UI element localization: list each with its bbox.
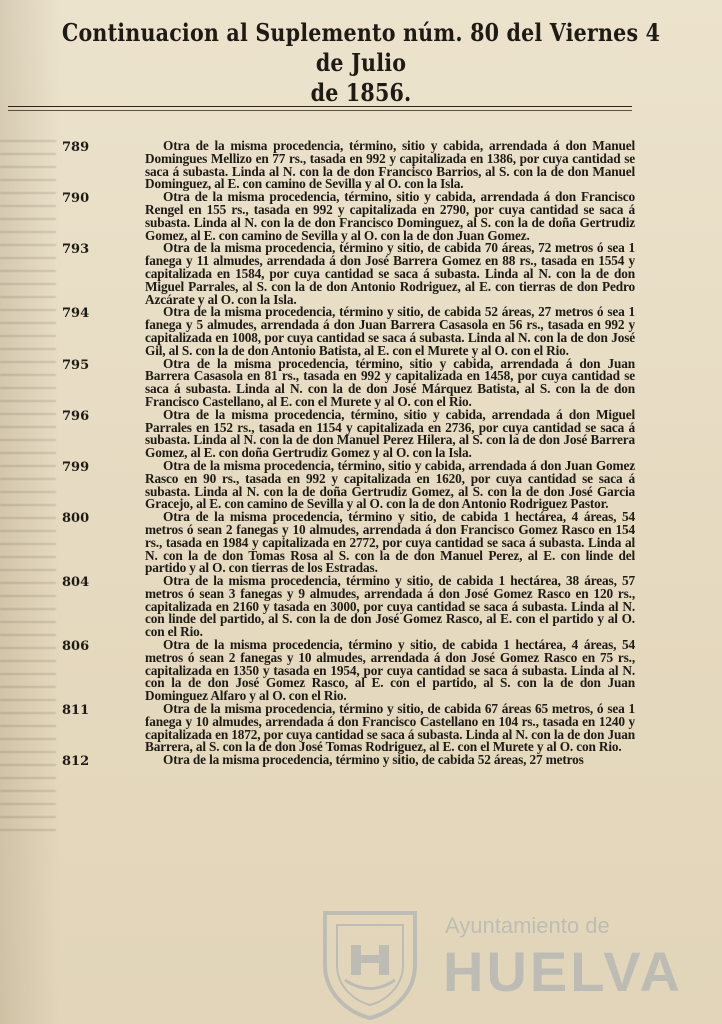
title-line-1: Continuacion al Suplemento núm. 80 del Viernes 4 de Julio	[61, 18, 661, 77]
entry-row	[0, 355, 722, 409]
entry-text: Otra de la misma procedencia, término, sitio y cabida, arrendada á don Juan Barrera Casasola en 81 rs., tasada en 992 y capitalizada en 1458, por cuya cantidad se saca á subasta. Linda al N. con la de don José Márquez Batista, al S. con la de don Francisco Castellano, al E. con el Murete y al O. con el Rio.	[145, 355, 635, 409]
entry-text: Otra de la misma procedencia, término y sitio, de cabida 1 hectárea, 38 áreas, 57 metros ó sean 3 fanegas y 9 almudes, arrendada á don José Gomez Rasco en 120 rs., capitalizada en 2160 y tasada en 3000, por cuya cantidad se saca á subasta. Linda al N. con linde del partido, al S. con la de don José Gomez Rasco, al E. con el partido y al O. con el Rio.	[145, 573, 635, 640]
entry-number: 804	[62, 575, 90, 591]
watermark-line-1: Ayuntamiento de	[445, 913, 610, 938]
city-shield-icon	[315, 905, 425, 1020]
entry-row	[0, 306, 722, 357]
entry-text: Otra de la misma procedencia, término y sitio, de cabida 1 hectárea, 4 áreas, 54 metros ó sean 2 fanegas y 10 almudes, arrendada á don Francisco Gomez Rasco en 154 rs., tasada en 1984 y capitalizada en 2772, por cuya cantidad se saca á subasta. Linda al N. con la de don Tomas Rosa al S. con la de don Manuel Perez, al E. con linde del partido y al O. con tierras de los Estradas.	[145, 509, 635, 576]
entry-number: 806	[62, 639, 90, 655]
entry-number: 811	[62, 703, 90, 719]
header-rule	[8, 106, 632, 107]
entry-row	[0, 242, 722, 306]
header-rule-thin	[8, 110, 632, 111]
entry-text: Otra de la misma procedencia, término, sitio y cabida, arrendada á don Francisco Rengel en 155 rs., tasada en 992 y capitalizada en 2790, por cuya cantidad se saca á subasta. Linda al N. con la de don Francisco Dominguez, al S. con la de doña Gertrudiz Gomez, al E. con camino de Sevilla y al O. con la de don Juan Gomez.	[145, 189, 635, 243]
entry-number: 812	[62, 754, 90, 770]
entry-number: 800	[62, 511, 90, 527]
entry-number: 794	[62, 306, 90, 322]
entry-row	[0, 511, 722, 575]
entry-row	[0, 575, 722, 639]
entry-text: Otra de la misma procedencia, término y sitio, de cabida 67 áreas 65 metros, ó sea 1 fanega y 10 almudes, arrendada á don Francisco Castellano en 104 rs., tasada en 1240 y capitalizada en 1872, por cuya cantidad se saca á subasta. Linda al N. con la de don Juan Barrera, al S. con la de don José Tomas Rodriguez, al E. con el Murete y al O. con Rio.	[145, 701, 635, 755]
entry-text: Otra de la misma procedencia, término y sitio, de cabida 70 áreas, 72 metros ó sea 1 fanega y 11 almudes, arrendada á don José Barrera Gomez en 88 rs., tasada en 1554 y capitalizada en 1584, por cuya cantidad se saca á subasta. Linda al N. con la de don Miguel Parrales, al S. con la de don Antonio Rodriguez, al E. con tierras de don Pedro Azcárate y al O. con la Isla.	[145, 240, 635, 307]
entry-text: Otra de la misma procedencia, término, sitio y cabida, arrendada á don Manuel Domingues Mellizo en 77 rs., tasada en 992 y capitalizada en 1386, por cuya cantidad se saca á subasta. Linda al N. con la de don Francisco Barrios, al S. con la de don Manuel Dominguez, al E. con camino de Sevilla y al O. con la Isla.	[145, 138, 635, 192]
entry-number: 793	[62, 242, 90, 258]
entry-text: Otra de la misma procedencia, término y sitio, de cabida 1 hectárea, 4 áreas, 54 metros ó sean 2 fanegas y 10 almudes, arrendada á don José Gomez Rasco en 75 rs., capitalizada en 1350 y tasada en 1954, por cuya cantidad se saca á subasta. Linda al N. con la de don José Gomez Rasco, al E. con el partido, al S. con la de don Juan Dominguez Alfaro y al O. con el Rio.	[145, 637, 635, 704]
entry-row	[0, 457, 722, 512]
watermark	[315, 905, 683, 1015]
entry-row	[0, 140, 722, 191]
entry-text: Otra de la misma procedencia, término y sitio, de cabida 52 áreas, 27 metros	[163, 752, 584, 768]
entry-row	[0, 191, 722, 242]
title-line-2: de 1856.	[310, 78, 412, 107]
entry-text: Otra de la misma procedencia, término, sitio y cabida, arrendada á don Miguel Parrales en 152 rs., tasada en 1154 y capitalizada en 2736, por cuya cantidad se saca á subasta. Linda al N. con la de don Manuel Perez Hilera, al S. con la de don José Barrera Gomez, al E. con doña Gertrudiz Gomez y al O. con la Isla.	[145, 406, 635, 461]
entry-row	[0, 639, 722, 703]
entries-list	[0, 140, 722, 930]
entry-number: 795	[62, 357, 90, 373]
entry-number: 799	[62, 459, 90, 475]
entry-number: 796	[62, 408, 90, 424]
entry-row	[0, 703, 722, 754]
entry-text: Otra de la misma procedencia, término, sitio y cabida, arrendada á don Juan Gomez Rasco en 90 rs., tasada en 992 y capitalizada en 1620, por cuya cantidad se saca á subasta. Linda al N. con la de doña Gertrudiz Gomez, al S. con la de don José Garcia Gracejo, al E. con camino de Sevilla y al O. con la de don Antonio Rodriguez Pastor.	[145, 457, 635, 512]
page-title	[51, 18, 672, 108]
entry-text: Otra de la misma procedencia, término y sitio, de cabida 52 áreas, 27 metros ó sea 1 fanega y 5 almudes, arrendada á don Juan Barrera Casasola en 56 rs., tasada en 992 y capitalizada en 1008, por cuya cantidad se saca á subasta. Linda al N. con la de don José Gil, al S. con la de don Antonio Batista, al E. con el Murete y al O. con el Rio.	[145, 304, 635, 358]
entry-row	[0, 752, 722, 770]
entry-row	[0, 406, 722, 461]
watermark-line-2: HUELVA	[443, 940, 683, 1003]
entry-number: 790	[62, 191, 90, 207]
entry-number: 789	[62, 140, 90, 155]
